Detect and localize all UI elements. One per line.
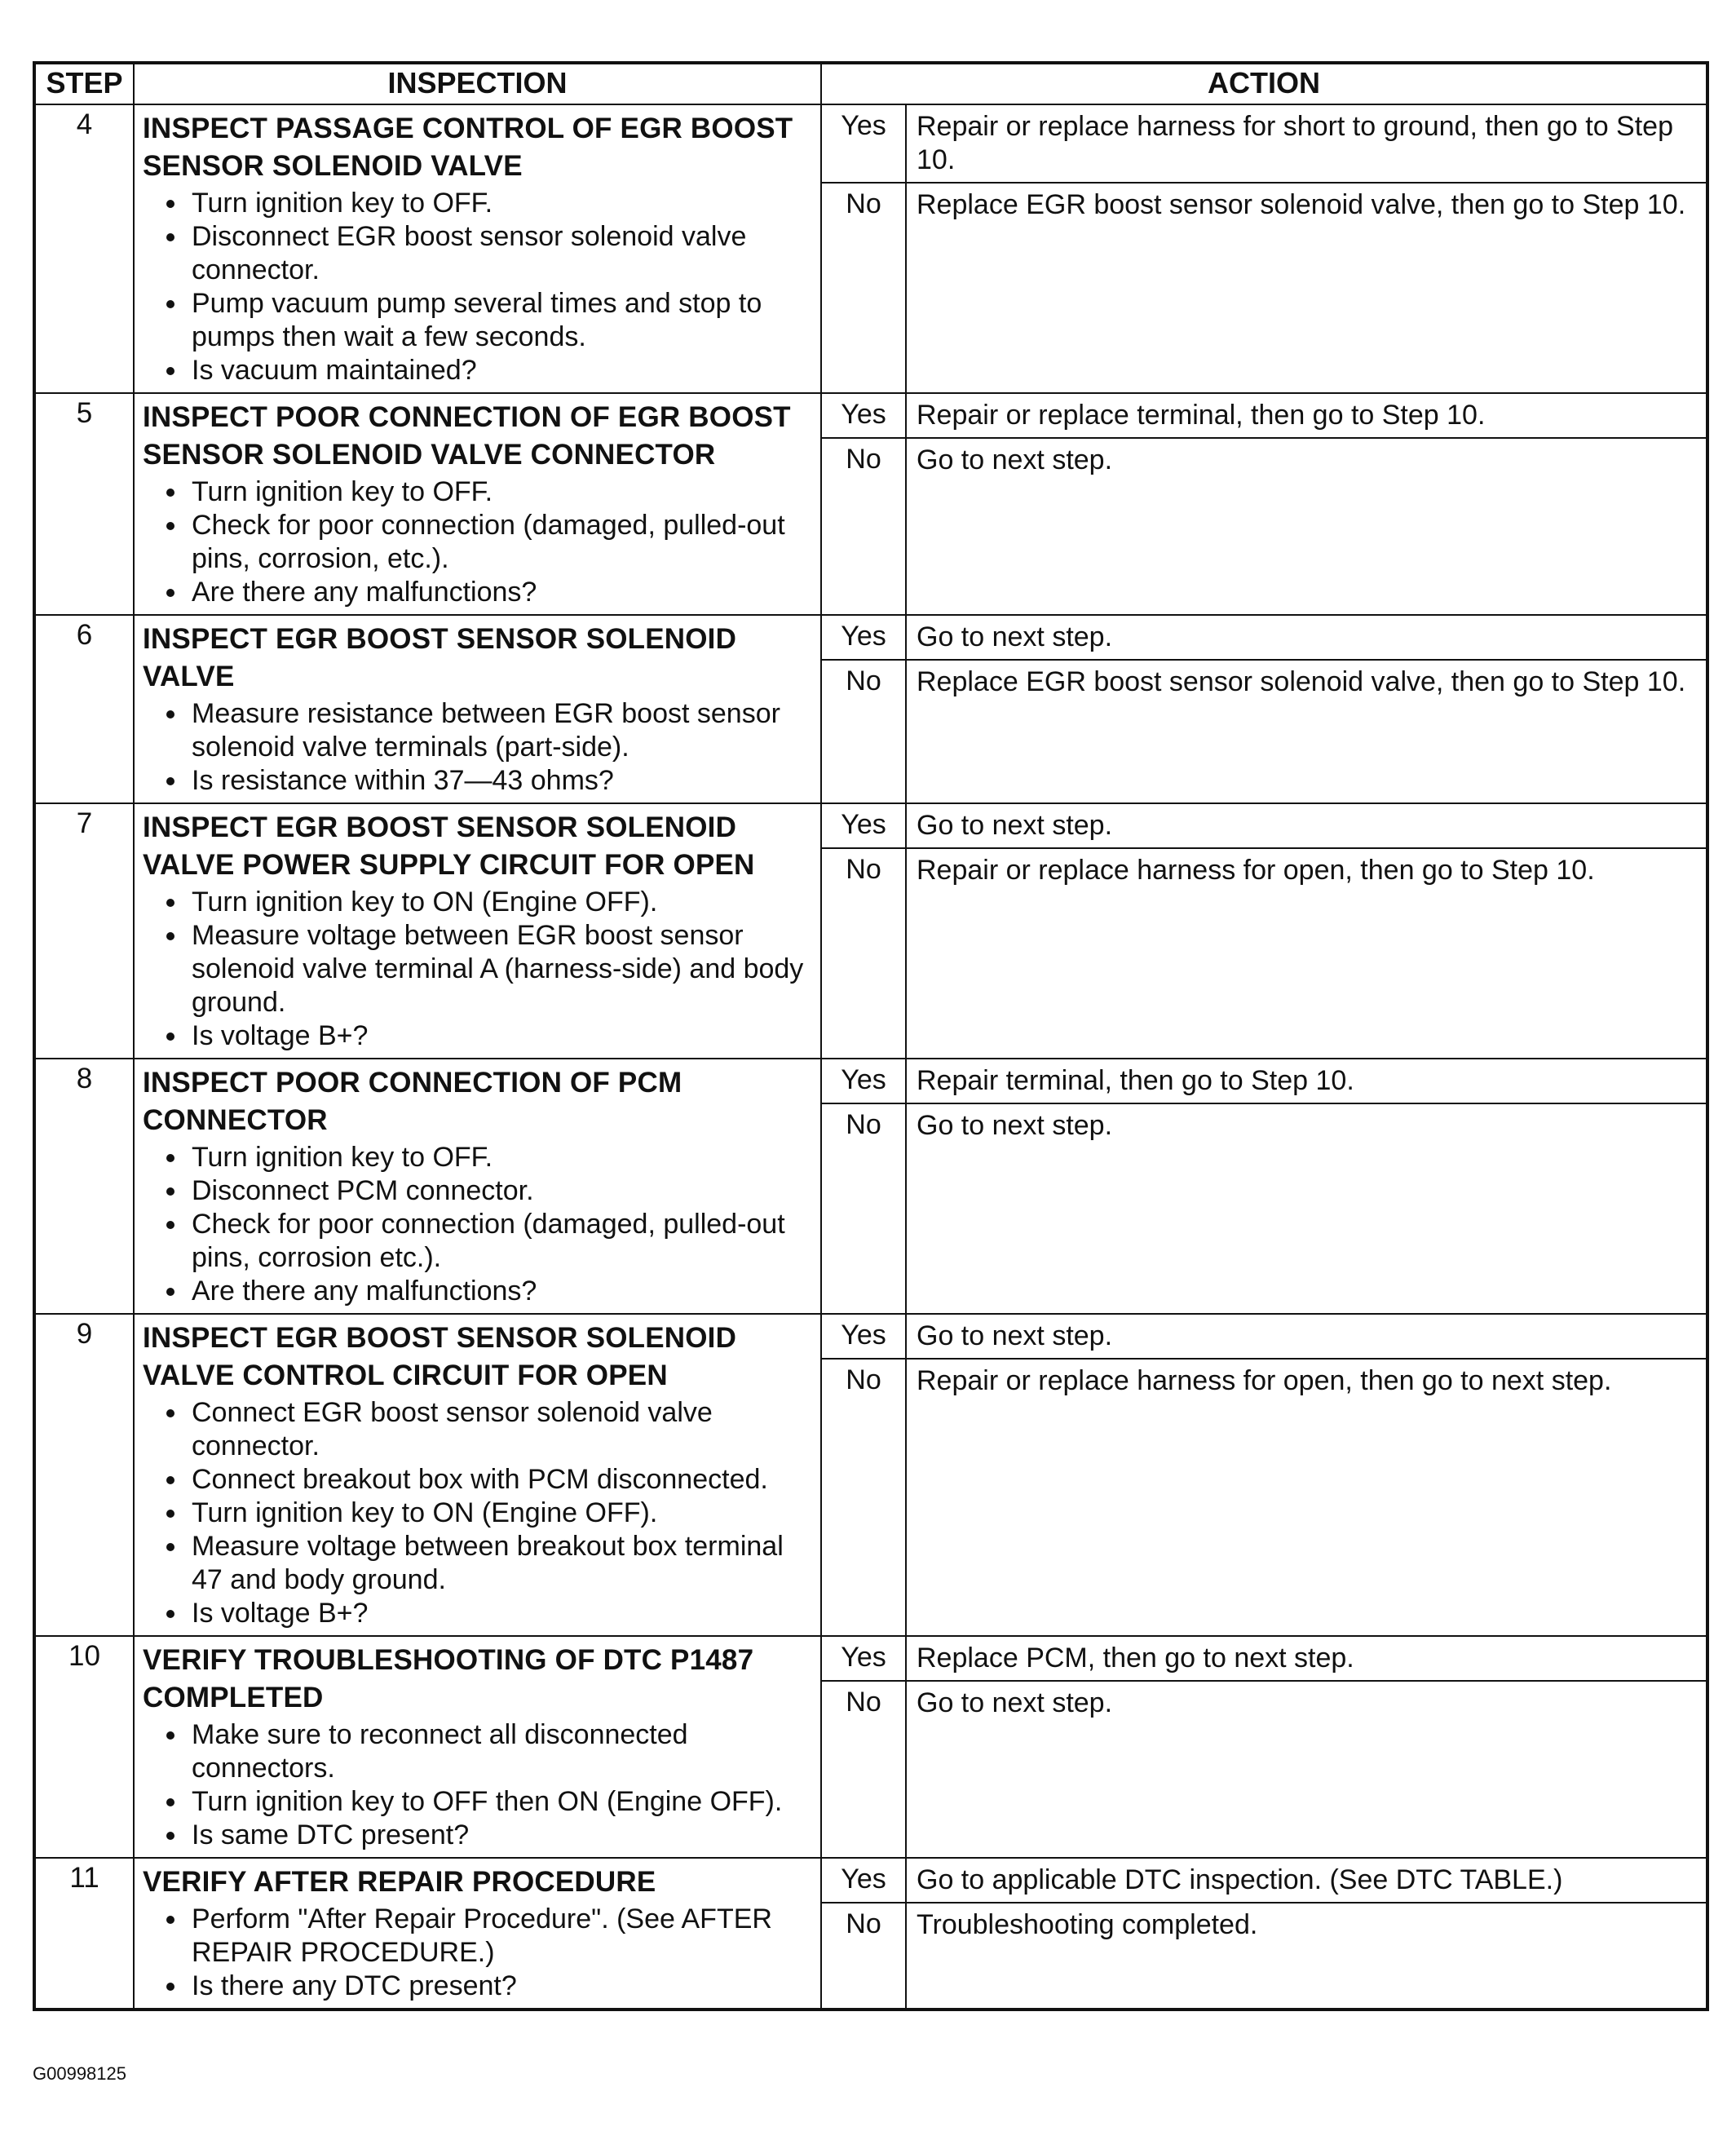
inspection-step-item: • Is there any DTC present? <box>188 1970 812 2003</box>
yes-action: Go to next step. <box>906 615 1707 660</box>
yes-label: Yes <box>821 1636 906 1681</box>
inspection-steps-list <box>143 475 812 609</box>
inspection-cell <box>134 104 821 393</box>
no-action: Go to next step. <box>906 1103 1707 1314</box>
step-row <box>34 393 1707 438</box>
step-row <box>34 615 1707 660</box>
inspection-steps-list <box>143 1903 812 2003</box>
inspection-title: INSPECT EGR BOOST SENSOR SOLENOID VALVE <box>143 623 737 692</box>
yes-label: Yes <box>821 803 906 848</box>
action-column-header: ACTION <box>821 63 1707 104</box>
inspection-title: INSPECT POOR CONNECTION OF PCM CONNECTOR <box>143 1067 682 1136</box>
figure-code: G00998125 <box>33 2063 126 2084</box>
yes-label: Yes <box>821 1059 906 1103</box>
inspection-step-item: • Is voltage B+? <box>188 1019 812 1053</box>
no-action: Replace EGR boost sensor solenoid valve, then go to Step 10. <box>906 660 1707 803</box>
yes-action: Go to next step. <box>906 803 1707 848</box>
no-action: Repair or replace harness for open, then go to next step. <box>906 1359 1707 1636</box>
no-label: No <box>821 1103 906 1314</box>
inspection-step-item: • Is same DTC present? <box>188 1819 812 1852</box>
inspection-step-item: • Turn ignition key to ON (Engine OFF). <box>188 1497 812 1530</box>
inspection-step-item: • Turn ignition key to OFF. <box>188 187 812 220</box>
no-action: Replace EGR boost sensor solenoid valve, then go to Step 10. <box>906 183 1707 393</box>
header-row <box>34 63 1707 104</box>
inspection-cell <box>134 803 821 1059</box>
inspection-cell <box>134 1314 821 1636</box>
inspection-step-item: • Measure resistance between EGR boost sensor solenoid valve terminals (part-side). <box>188 697 812 764</box>
yes-label: Yes <box>821 1858 906 1903</box>
inspection-step-item: • Turn ignition key to OFF. <box>188 475 812 509</box>
yes-action: Repair or replace harness for short to ground, then go to Step 10. <box>906 104 1707 183</box>
step-row <box>34 104 1707 183</box>
inspection-step-item: • Is resistance within 37—43 ohms? <box>188 764 812 798</box>
inspection-cell <box>134 393 821 615</box>
no-label: No <box>821 848 906 1059</box>
step-number: 8 <box>34 1059 134 1314</box>
inspection-title: INSPECT POOR CONNECTION OF EGR BOOST SENSOR SOLENOID VALVE CONNECTOR <box>143 401 791 471</box>
step-number: 10 <box>34 1636 134 1858</box>
inspection-step-item: • Are there any malfunctions? <box>188 1275 812 1308</box>
no-action: Repair or replace harness for open, then go to Step 10. <box>906 848 1707 1059</box>
inspection-steps-list <box>143 1141 812 1308</box>
yes-action: Repair terminal, then go to Step 10. <box>906 1059 1707 1103</box>
inspection-cell <box>134 1059 821 1314</box>
inspection-step-item: • Make sure to reconnect all disconnected connectors. <box>188 1718 812 1785</box>
inspection-step-item: • Pump vacuum pump several times and stop to pumps then wait a few seconds. <box>188 287 812 354</box>
yes-action: Go to applicable DTC inspection. (See DTC TABLE.) <box>906 1858 1707 1903</box>
yes-action: Replace PCM, then go to next step. <box>906 1636 1707 1681</box>
inspection-cell <box>134 615 821 803</box>
inspection-step-item: • Check for poor connection (damaged, pulled-out pins, corrosion, etc.). <box>188 509 812 576</box>
inspection-title: VERIFY AFTER REPAIR PROCEDURE <box>143 1866 656 1898</box>
step-row <box>34 1636 1707 1681</box>
no-action: Go to next step. <box>906 438 1707 615</box>
yes-action: Repair or replace terminal, then go to Step 10. <box>906 393 1707 438</box>
inspection-step-item: • Is voltage B+? <box>188 1597 812 1630</box>
inspection-cell <box>134 1858 821 2010</box>
inspection-step-item: • Connect EGR boost sensor solenoid valve connector. <box>188 1396 812 1463</box>
yes-label: Yes <box>821 393 906 438</box>
inspection-step-item: • Are there any malfunctions? <box>188 576 812 609</box>
step-number: 11 <box>34 1858 134 2010</box>
step-row <box>34 1059 1707 1103</box>
no-label: No <box>821 438 906 615</box>
inspection-step-item: • Measure voltage between EGR boost sensor solenoid valve terminal A (harness-side) and body ground. <box>188 919 812 1019</box>
yes-label: Yes <box>821 104 906 183</box>
inspection-steps-list <box>143 1718 812 1852</box>
inspection-title: INSPECT PASSAGE CONTROL OF EGR BOOST SENSOR SOLENOID VALVE <box>143 113 793 182</box>
no-label: No <box>821 660 906 803</box>
inspection-step-item: • Disconnect PCM connector. <box>188 1174 812 1208</box>
yes-action: Go to next step. <box>906 1314 1707 1359</box>
inspection-cell <box>134 1636 821 1858</box>
step-number: 7 <box>34 803 134 1059</box>
yes-label: Yes <box>821 615 906 660</box>
inspection-step-item: • Turn ignition key to ON (Engine OFF). <box>188 886 812 919</box>
no-action: Troubleshooting completed. <box>906 1903 1707 2010</box>
inspection-step-item: • Check for poor connection (damaged, pulled-out pins, corrosion etc.). <box>188 1208 812 1275</box>
yes-label: Yes <box>821 1314 906 1359</box>
inspection-step-item: • Connect breakout box with PCM disconnected. <box>188 1463 812 1497</box>
inspection-steps-list <box>143 187 812 387</box>
inspection-step-item: • Disconnect EGR boost sensor solenoid valve connector. <box>188 220 812 287</box>
table-body <box>34 104 1707 2010</box>
step-number: 5 <box>34 393 134 615</box>
no-label: No <box>821 183 906 393</box>
diagnostic-sheet <box>33 61 1706 2011</box>
step-number: 4 <box>34 104 134 393</box>
diagnostic-table <box>33 61 1709 2011</box>
inspection-step-item: • Turn ignition key to OFF then ON (Engine OFF). <box>188 1785 812 1819</box>
step-row <box>34 1858 1707 1903</box>
no-action: Go to next step. <box>906 1681 1707 1858</box>
step-row <box>34 803 1707 848</box>
inspection-step-item: • Measure voltage between breakout box terminal 47 and body ground. <box>188 1530 812 1597</box>
no-label: No <box>821 1903 906 2010</box>
step-number: 6 <box>34 615 134 803</box>
inspection-step-item: • Perform "After Repair Procedure". (See AFTER REPAIR PROCEDURE.) <box>188 1903 812 1970</box>
inspection-title: INSPECT EGR BOOST SENSOR SOLENOID VALVE CONTROL CIRCUIT FOR OPEN <box>143 1322 737 1391</box>
inspection-steps-list <box>143 1396 812 1630</box>
inspection-title: INSPECT EGR BOOST SENSOR SOLENOID VALVE POWER SUPPLY CIRCUIT FOR OPEN <box>143 811 755 881</box>
step-column-header: STEP <box>34 63 134 104</box>
inspection-step-item: • Is vacuum maintained? <box>188 354 812 387</box>
inspection-column-header: INSPECTION <box>134 63 821 104</box>
inspection-steps-list <box>143 886 812 1053</box>
inspection-step-item: • Turn ignition key to OFF. <box>188 1141 812 1174</box>
inspection-title: VERIFY TROUBLESHOOTING OF DTC P1487 COMPLETED <box>143 1644 754 1713</box>
step-row <box>34 1314 1707 1359</box>
inspection-steps-list <box>143 697 812 798</box>
no-label: No <box>821 1681 906 1858</box>
step-number: 9 <box>34 1314 134 1636</box>
no-label: No <box>821 1359 906 1636</box>
